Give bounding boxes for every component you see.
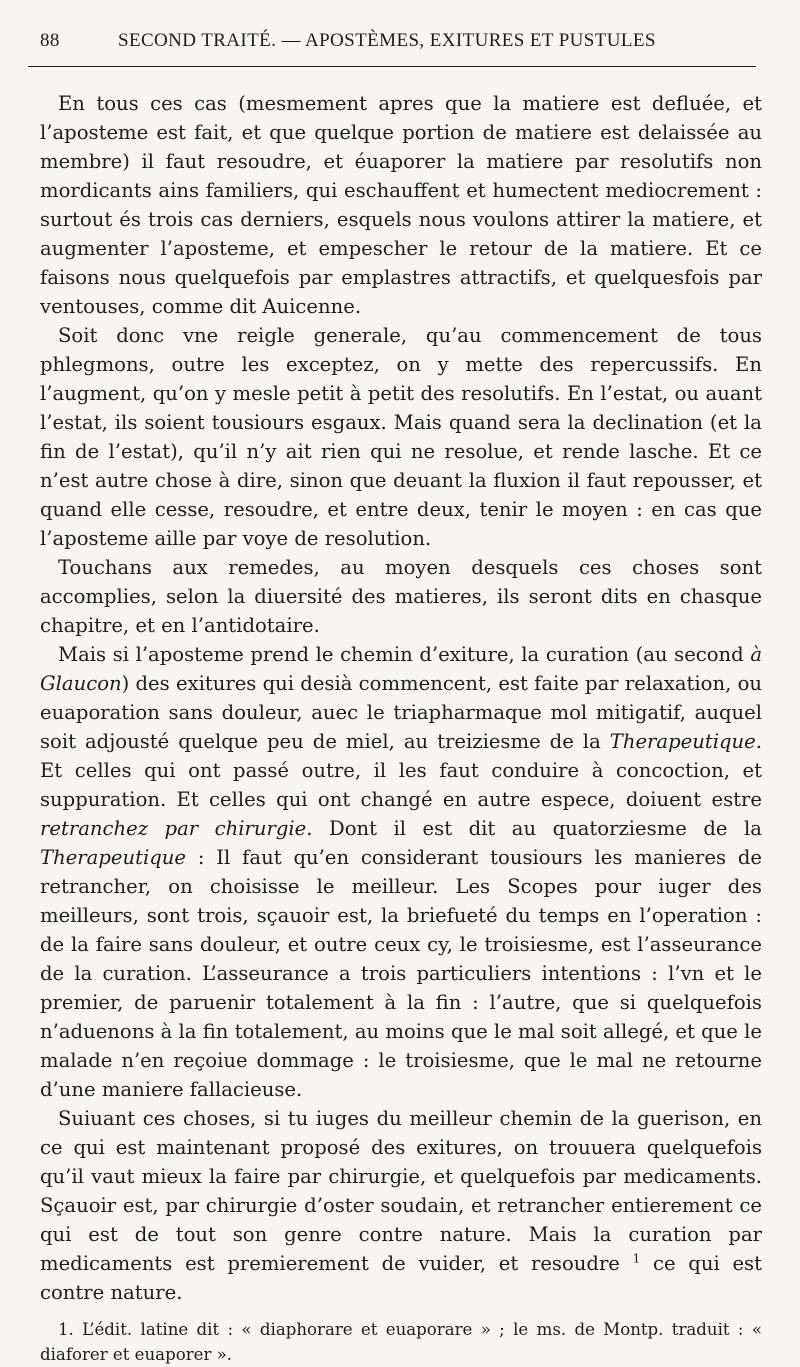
footnote-reference: 1 (632, 1251, 641, 1266)
paragraph: Touchans aux remedes, au moyen desquels ces choses sont accomplies, selon la diuersité des matieres, ils seront dits en chasque chapitre, et en l’antidotaire. (40, 556, 762, 637)
running-head-title: SECOND TRAITÉ. — APOSTÈMES, EXITURES ET PUSTULES (118, 30, 656, 51)
text-run: . Et celles qui ont passé outre, il les faut conduire à concoction, et suppuration. Et celles qui ont changé en autre espece, doiuent estre (40, 730, 762, 811)
text-run: Suiuant ces choses, si tu iuges du meilleur chemin de la guerison, en ce qui est maintenant proposé des exitures, on trouuera quelquefois qu’il vaut mieux la faire par chirurgie, et quelquefois par medicaments. Sçauoir est, par chirurgie d’oster soudain, et retrancher entierement ce qui est de tout son genre contre nature. Mais la curation par medicaments est premierement de vuider, et resoudre (40, 1107, 762, 1275)
paragraph (40, 1104, 762, 1307)
italic-reference: Therapeutique (609, 730, 756, 753)
text-run: : Il faut qu’en considerant tousiours les manieres de retrancher, on choisisse le meilleur. Les Scopes pour iuger des meilleurs, sont trois, sçauoir est, la briefueté du temps en l’operation : de la faire sans douleur, et outre ceux cy, le troisiesme, est l’asseurance de la curation. L’asseurance a trois particuliers intentions : l’vn et le premier, de paruenir totalement à la fin : l’autre, que si quelquefois n’aduenons à la fin totalement, au moins que le mal soit allegé, et que le malade n’en reçoiue dommage : le troisiesme, que le mal ne retourne d’une maniere fallacieuse. (40, 846, 762, 1101)
italic-reference: à Glaucon (40, 643, 762, 695)
text-run: Mais si l’aposteme prend le chemin d’exiture, la curation (au second (58, 643, 751, 666)
running-head (40, 26, 762, 60)
footnote: 1. L’édit. latine dit : « diaphorare et euaporare » ; le ms. de Montp. traduit : « diaforer et euaporer ». (40, 1320, 762, 1364)
page-number: 88 (40, 30, 60, 51)
paragraph: Soit donc vne reigle generale, qu’au commencement de tous phlegmons, outre les exceptez, on y mette des repercussifs. En l’augment, qu’on y mesle petit à petit des resolutifs. En l’estat, ou auant l’estat, ils soient tousiours esgaux. Mais quand sera la declination (et la fin de l’estat), qu’il n’y ait rien qui ne resolue, et rende lasche. Et ce n’est autre chose à dire, sinon que deuant la fluxion il faut repousser, et quand elle cesse, resoudre, et entre deux, tenir le moyen : en cas que l’aposteme aille par voye de resolution. (40, 324, 762, 550)
paragraph (40, 640, 762, 1104)
text-run: ) des exitures qui desià commencent, est faite par relaxation, ou euaporation sans douleur, auec le triapharmaque mol mitigatif, auquel soit adjousté quelque peu de miel, au treiziesme de la (40, 672, 762, 753)
italic-reference: retranchez par chirurgie (40, 817, 307, 840)
footnotes (40, 1317, 762, 1367)
text-run: . Dont il est dit au quatorziesme de la (306, 817, 762, 840)
italic-reference: Therapeutique (40, 846, 186, 869)
text-run: ce qui est contre nature. (40, 1252, 762, 1304)
header-rule (28, 66, 756, 67)
main-text (40, 89, 762, 1307)
paragraph: En tous ces cas (mesmement apres que la matiere est defluée, et l’aposteme est fait, et que quelque portion de matiere est delaissée au membre) il faut resoudre, et éuaporer la matiere par resolutifs non mordicants ains familiers, qui eschauffent et humectent mediocrement : surtout és trois cas derniers, esquels nous voulons attirer la matiere, et augmenter l’aposteme, et empescher le retour de la matiere. Et ce faisons nous quelquefois par emplastres attractifs, et quelquesfois par ventouses, comme dit Auicenne. (40, 92, 762, 318)
